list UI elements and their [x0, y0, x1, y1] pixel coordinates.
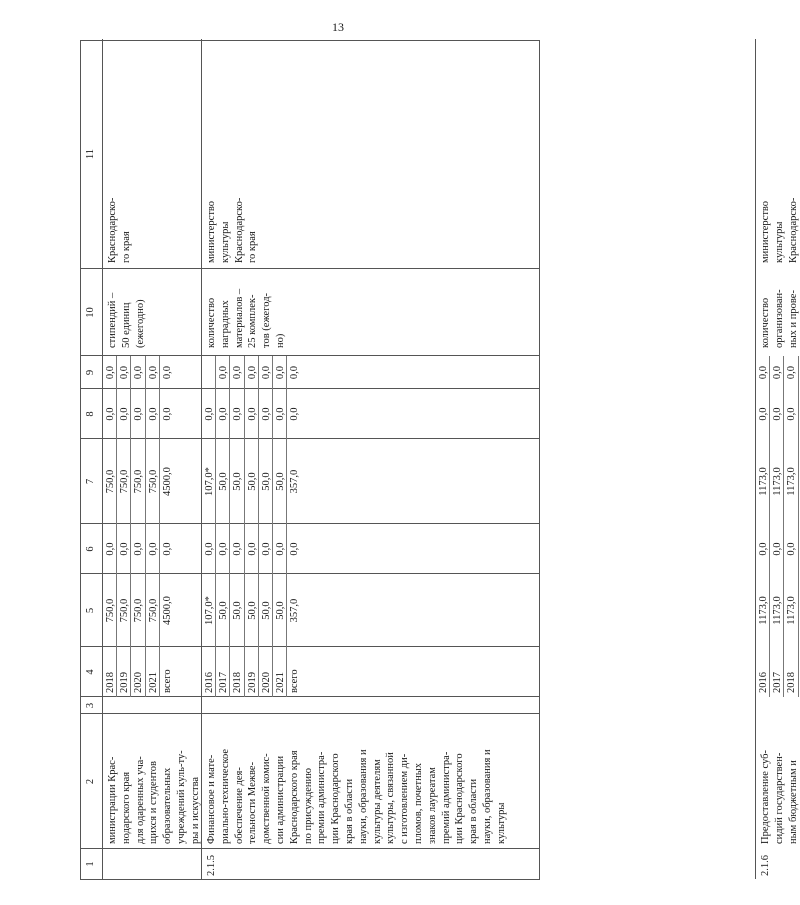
amount-federal: 0,0 — [289, 542, 301, 556]
amount-regional: 357,0 — [289, 469, 301, 494]
amount-total: 750,0 — [105, 598, 116, 623]
amount-extrabudget: 0,0 — [275, 365, 286, 380]
row-divider — [159, 356, 160, 697]
result-line: организован- — [773, 289, 785, 348]
amount-total: 4500,0 — [161, 596, 173, 625]
executor-line: культуры — [773, 221, 785, 263]
amount-regional: 50,0 — [260, 472, 272, 491]
description-line: ции Краснодарского — [330, 753, 342, 844]
description-line: министрации Крас- — [107, 756, 118, 844]
year-cell: 2018 — [232, 672, 244, 693]
year-cell: 2020 — [260, 672, 272, 693]
amount-regional: 107,0* — [204, 467, 215, 496]
amount-federal: 0,0 — [147, 542, 159, 556]
amount-federal: 0,0 — [786, 542, 798, 556]
result-line: тов (ежегод- — [261, 292, 273, 348]
amount-federal: 0,0 — [204, 542, 215, 556]
column-header-10: 10 — [85, 307, 96, 318]
description-line: знаков лауреатам — [426, 767, 438, 844]
amount-extrabudget: 0,0 — [218, 365, 230, 380]
amount-regional: 4500,0 — [161, 467, 173, 496]
result-line: 50 единиц — [120, 302, 132, 348]
executor-line: министерство — [206, 200, 217, 263]
amount-local: 0,0 — [758, 407, 769, 421]
result-line: материалов – — [233, 288, 245, 348]
amount-local: 0,0 — [204, 407, 215, 421]
amount-total: 1173,0 — [772, 596, 784, 625]
row-divider — [229, 356, 230, 697]
executor-line: министерство — [760, 200, 771, 263]
amount-regional: 750,0 — [133, 469, 145, 494]
description-line: ры и искусства — [189, 776, 201, 844]
amount-total: 750,0 — [147, 598, 159, 623]
amount-federal: 0,0 — [232, 542, 244, 556]
column-header-9: 9 — [85, 369, 96, 376]
description-line: домственной комис- — [261, 753, 273, 844]
row-divider — [145, 356, 146, 697]
year-cell: 2019 — [119, 672, 131, 693]
row-divider — [272, 356, 273, 697]
amount-extrabudget: 0,0 — [161, 365, 173, 380]
column-header-6: 6 — [85, 546, 96, 552]
year-cell: 2016 — [204, 672, 215, 693]
amount-total: 107,0* — [204, 596, 215, 625]
description-line: пломов, почетных — [413, 762, 424, 844]
amount-local: 0,0 — [772, 407, 784, 421]
year-cell: 2021 — [275, 672, 286, 693]
row-divider — [783, 356, 784, 697]
amount-total: 750,0 — [119, 598, 131, 623]
description-line: науки, образования и — [357, 749, 369, 844]
description-line: тельности Межве- — [247, 761, 259, 844]
amount-regional: 1173,0 — [758, 467, 769, 496]
row-divider — [116, 356, 117, 697]
amount-regional: 50,0 — [246, 472, 258, 491]
description-line: культуры — [495, 802, 507, 844]
amount-total: 50,0 — [246, 601, 258, 620]
header-divider — [102, 39, 103, 879]
description-line: ным бюджетным и — [787, 760, 799, 844]
amount-total: 50,0 — [232, 601, 244, 620]
description-line: края в области — [468, 778, 480, 844]
description-line: сидий государствен- — [773, 752, 785, 844]
amount-federal: 0,0 — [105, 542, 116, 556]
year-cell: 2017 — [772, 672, 784, 693]
year-cell: 2017 — [218, 672, 230, 693]
description-line: премии администра- — [316, 751, 328, 844]
column-divider — [81, 696, 539, 697]
description-line: риально-техническое — [219, 748, 231, 844]
row-divider — [258, 356, 259, 697]
year-cell: 2019 — [246, 672, 258, 693]
amount-total: 1173,0 — [786, 596, 798, 625]
year-cell: 2021 — [147, 672, 159, 693]
description-line: культуры деятелям — [371, 759, 383, 844]
executor-line: го края — [120, 231, 132, 263]
column-divider — [81, 268, 539, 269]
amount-federal: 0,0 — [119, 542, 131, 556]
amount-local: 0,0 — [275, 407, 286, 421]
section-number: 2.1.5 — [206, 855, 217, 876]
amount-federal: 0,0 — [246, 542, 258, 556]
column-header-1: 1 — [85, 861, 96, 867]
amount-extrabudget: 0,0 — [232, 365, 244, 380]
total-label: всего — [161, 669, 173, 693]
column-header-7: 7 — [85, 478, 96, 485]
total-label: всего — [289, 669, 301, 693]
description-line: обеспечение дея- — [233, 767, 245, 844]
amount-extrabudget: 0,0 — [246, 365, 258, 380]
amount-total: 50,0 — [275, 601, 286, 620]
row-divider — [798, 356, 799, 697]
column-divider — [81, 713, 539, 714]
description-line: образовательных — [162, 767, 174, 844]
column-header-8: 8 — [85, 411, 96, 417]
program-table — [80, 40, 799, 880]
page-number: 13 — [332, 20, 344, 34]
amount-federal: 0,0 — [275, 542, 286, 556]
result-line: ных и прове- — [787, 290, 799, 348]
result-line: наградных — [219, 300, 231, 348]
column-header-3: 3 — [85, 702, 96, 709]
description-line: щихся и студентов — [148, 761, 160, 844]
amount-extrabudget: 0,0 — [772, 365, 784, 380]
result-line: но) — [275, 333, 286, 348]
result-line: (ежегодно) — [134, 299, 146, 348]
amount-federal: 0,0 — [133, 542, 145, 556]
amount-local: 0,0 — [147, 407, 159, 421]
description-line: нодарского края — [120, 771, 132, 844]
amount-regional: 750,0 — [147, 469, 159, 494]
year-cell: 2018 — [786, 672, 798, 693]
description-line: учреждений куль-ту- — [176, 750, 187, 844]
amount-extrabudget: 0,0 — [105, 365, 116, 380]
amount-total: 1173,0 — [758, 596, 769, 625]
amount-extrabudget: 0,0 — [260, 365, 272, 380]
amount-local: 0,0 — [232, 407, 244, 421]
result-line: стипендий – — [107, 292, 118, 348]
amount-local: 0,0 — [218, 407, 230, 421]
amount-local: 0,0 — [786, 407, 798, 421]
amount-local: 0,0 — [246, 407, 258, 421]
column-header-4: 4 — [85, 669, 96, 675]
column-header-11: 11 — [85, 148, 96, 160]
column-divider — [81, 848, 539, 849]
row-divider — [244, 356, 245, 697]
row-divider — [130, 356, 131, 697]
executor-line: Краснодарско- — [787, 197, 799, 263]
description-line: с изготовлением ди- — [399, 753, 411, 844]
amount-regional: 1173,0 — [786, 467, 798, 496]
year-cell: 2016 — [758, 672, 769, 693]
row-divider — [769, 356, 770, 697]
column-header-2: 2 — [85, 778, 96, 785]
year-cell: 2018 — [105, 672, 116, 693]
row-divider — [286, 356, 287, 697]
amount-regional: 750,0 — [105, 469, 116, 494]
section-divider — [755, 39, 756, 879]
description-line: науки, образования и — [482, 749, 493, 844]
amount-extrabudget: 0,0 — [119, 365, 131, 380]
description-line: культуры, связанной — [385, 752, 397, 844]
executor-line: го края — [247, 231, 259, 263]
amount-local: 0,0 — [260, 407, 272, 421]
amount-federal: 0,0 — [218, 542, 230, 556]
amount-federal: 0,0 — [758, 542, 769, 556]
amount-total: 750,0 — [133, 598, 145, 623]
amount-extrabudget: 0,0 — [786, 365, 798, 380]
description-line: для одаренных уча- — [134, 756, 146, 844]
description-line: Краснодарского края — [288, 750, 300, 844]
result-line: 25 комплек- — [247, 294, 259, 348]
description-line: Предоставление суб- — [760, 750, 771, 844]
amount-local: 0,0 — [161, 407, 173, 421]
amount-regional: 50,0 — [275, 472, 286, 491]
amount-federal: 0,0 — [260, 542, 272, 556]
executor-line: культуры — [219, 221, 231, 263]
amount-total: 50,0 — [218, 601, 230, 620]
section-number: 2.1.6 — [760, 855, 771, 876]
result-line: количество — [206, 297, 217, 348]
executor-line: Краснодарско- — [107, 197, 118, 263]
row-divider — [215, 356, 216, 697]
amount-local: 0,0 — [105, 407, 116, 421]
description-line: премий администра- — [440, 751, 452, 844]
description-line: сии администрации — [275, 755, 286, 844]
description-line: по присуждению — [302, 768, 314, 844]
description-line: края в области — [344, 778, 355, 844]
amount-local: 0,0 — [289, 407, 301, 421]
amount-local: 0,0 — [119, 407, 131, 421]
amount-regional: 1173,0 — [772, 467, 784, 496]
amount-extrabudget: 0,0 — [758, 365, 769, 380]
amount-extrabudget: 0,0 — [147, 365, 159, 380]
section-divider — [201, 39, 202, 879]
amount-regional: 50,0 — [232, 472, 244, 491]
description-line: Финансовое и мате- — [206, 754, 217, 844]
year-cell: 2020 — [133, 672, 145, 693]
result-line: количество — [760, 297, 771, 348]
amount-federal: 0,0 — [772, 542, 784, 556]
amount-local: 0,0 — [133, 407, 145, 421]
column-header-5: 5 — [85, 607, 96, 614]
amount-extrabudget: 0,0 — [289, 365, 301, 380]
amount-regional: 50,0 — [218, 472, 230, 491]
description-line: ции Краснодарского — [454, 753, 466, 844]
amount-total: 50,0 — [260, 601, 272, 620]
amount-regional: 750,0 — [119, 469, 131, 494]
executor-line: Краснодарско- — [233, 197, 245, 263]
amount-total: 357,0 — [289, 598, 301, 623]
amount-extrabudget: 0,0 — [133, 365, 145, 380]
amount-federal: 0,0 — [161, 542, 173, 556]
